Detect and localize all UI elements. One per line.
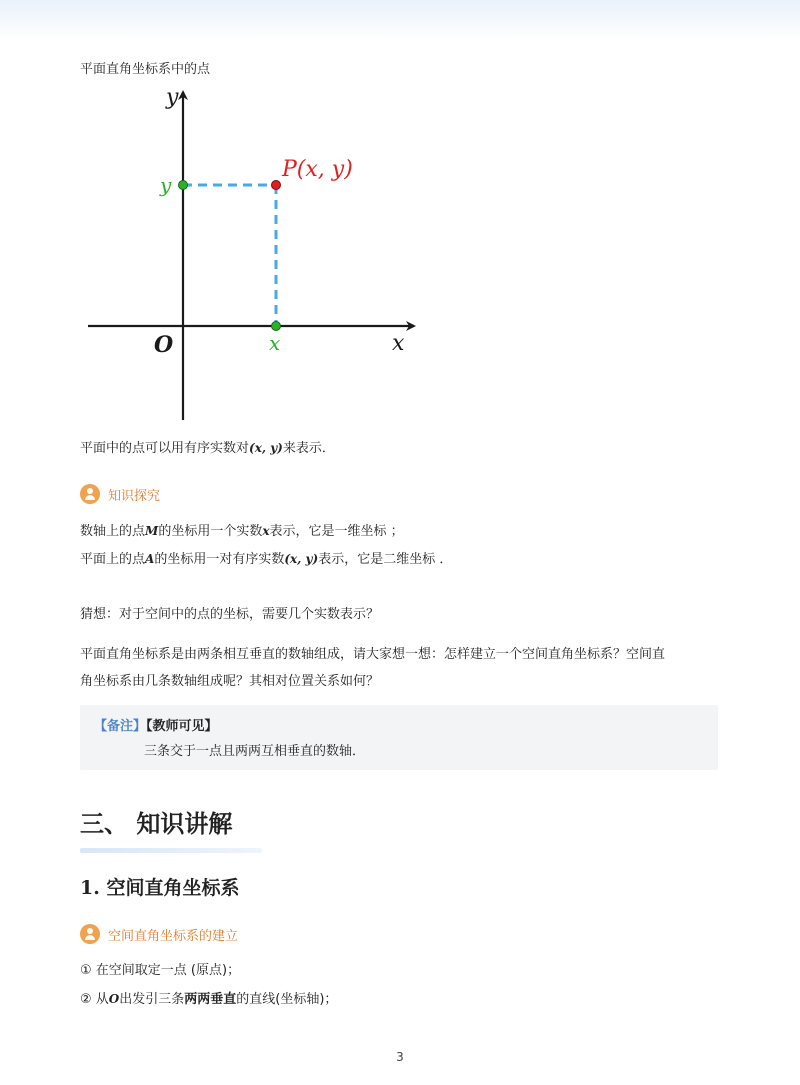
note-body: 三条交于一点且两两互相垂直的数轴． <box>144 744 366 759</box>
step-2: ② 从O出发引三条两两垂直的直线(坐标轴)； <box>80 992 338 1007</box>
x-tick-label: x <box>269 331 281 355</box>
point-p <box>272 181 281 190</box>
person-icon <box>80 924 100 944</box>
page-number: 3 <box>396 1050 404 1064</box>
teacher-note <box>80 705 718 770</box>
section-establish <box>80 924 238 944</box>
section-label: 空间直角坐标系的建立 <box>108 928 239 944</box>
coordinate-diagram <box>80 82 420 428</box>
point-y-projection <box>179 181 188 190</box>
diagram-caption: 平面直角坐标系中的点 <box>80 62 211 77</box>
paragraph-line-1: 平面直角坐标系是由两条相互垂直的数轴组成，请大家想一想：怎样建立一个空间直角坐标系？空间直 <box>80 647 666 662</box>
step-1: ① 在空间取定一点 (原点)； <box>80 963 241 978</box>
section-heading: 三、 知识讲解 <box>80 810 233 838</box>
section-label: 知识探究 <box>108 488 161 504</box>
note-visibility: 【教师可见】 <box>146 719 218 734</box>
heading-underline <box>80 848 262 853</box>
person-icon <box>80 484 100 504</box>
y-tick-label: y <box>160 173 172 197</box>
point-p-label: P(x, y) <box>282 157 353 182</box>
guess-text: 猜想：对于空间中的点的坐标，需要几个实数表示？ <box>80 607 380 622</box>
point-representation-text: 平面中的点可以用有序实数对(x, y)来表示． <box>80 441 335 456</box>
x-axis-label: x <box>392 331 405 356</box>
header-band <box>0 0 800 40</box>
subsection-heading: 1. 空间直角坐标系 <box>80 877 240 899</box>
origin-label: O <box>154 332 174 358</box>
one-dim-line: 数轴上的点M的坐标用一个实数x表示，它是一维坐标 ； <box>80 524 404 539</box>
point-x-projection <box>272 322 281 331</box>
coordinate-plane-svg <box>80 82 420 424</box>
note-tag: 【备注】 <box>94 719 147 734</box>
paragraph-line-2: 角坐标系由几条数轴组成呢？其相对位置关系如何？ <box>80 674 380 689</box>
two-dim-line: 平面上的点A的坐标用一对有序实数(x, y)表示，它是二维坐标 ． <box>80 552 453 567</box>
section-knowledge-explore <box>80 484 160 504</box>
y-axis-label: y <box>166 85 179 110</box>
